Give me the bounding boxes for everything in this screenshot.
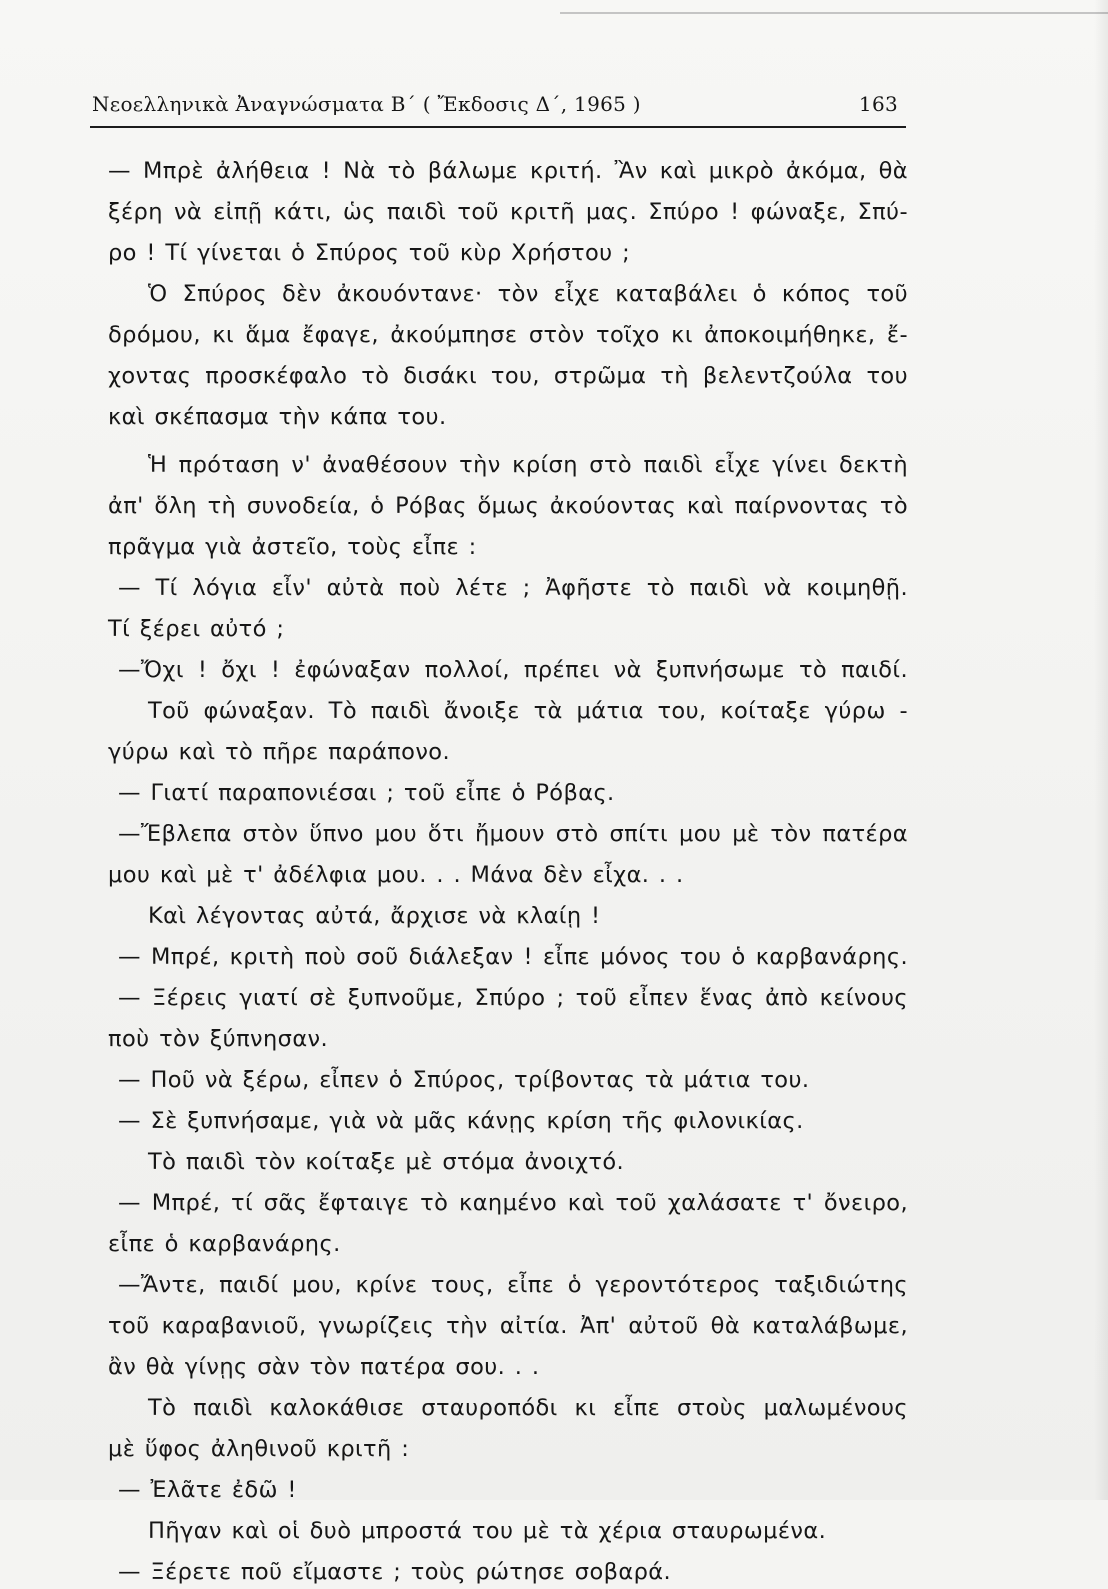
- scan-edge-line: [560, 12, 1108, 14]
- text-line: Τί ξέρει αὐτό ;: [108, 616, 285, 642]
- text-line: Τοῦ φώναξαν. Τὸ παιδὶ ἄνοιξε τὰ μάτια του, κοίταξε γύρω -: [148, 698, 908, 724]
- text-line: δρόμου, κι ἅμα ἔφαγε, ἀκούμπησε στὸν τοῖχο κι ἀποκοιμήθηκε, ἔ-: [108, 322, 908, 348]
- running-head: [92, 92, 904, 126]
- text-line: —Ὄχι ! ὄχι ! ἐφώναξαν πολλοί, πρέπει νὰ ξυπνήσωμε τὸ παιδί.: [118, 657, 908, 683]
- text-line: μου καὶ μὲ τ' ἀδέλφια μου. . . Μάνα δὲν εἶχα. . .: [108, 862, 684, 888]
- text-line: —Ἔβλεπα στὸν ὕπνο μου ὅτι ἤμουν στὸ σπίτι μου μὲ τὸν πατέρα: [118, 821, 908, 847]
- text-line: ἀπ' ὅλη τὴ συνοδεία, ὁ Ρόβας ὅμως ἀκούοντας καὶ παίρνοντας τὸ: [108, 493, 908, 519]
- text-line: ἂν θὰ γίνῃς σὰν τὸν πατέρα σου. . .: [108, 1354, 540, 1380]
- text-line: πρᾶγμα γιὰ ἀστεῖο, τοὺς εἶπε :: [108, 534, 477, 560]
- text-line: καὶ σκέπασμα τὴν κάπα του.: [108, 404, 447, 430]
- text-line: Ὁ Σπύρος δὲν ἀκουόντανε· τὸν εἶχε καταβάλει ὁ κόπος τοῦ: [148, 281, 908, 307]
- header-rule: [90, 126, 906, 128]
- text-line: τοῦ καραβανιοῦ, γνωρίζεις τὴν αἰτία. Ἀπ' αὐτοῦ θὰ καταλάβωμε,: [108, 1313, 908, 1339]
- text-line: — Ποῦ νὰ ξέρω, εἶπεν ὁ Σπύρος, τρίβοντας τὰ μάτια του.: [118, 1067, 810, 1093]
- running-head-title: Νεοελληνικὰ Ἀναγνώσματα Β΄ ( Ἔκδοσις Δ΄, 1965 ): [92, 92, 641, 116]
- text-line: — Ξέρετε ποῦ εἴμαστε ; τοὺς ρώτησε σοβαρά.: [118, 1559, 672, 1585]
- text-line: Ἡ πρόταση ν' ἀναθέσουν τὴν κρίση στὸ παιδὶ εἶχε γίνει δεκτὴ: [148, 452, 908, 478]
- text-line: — Ἐλᾶτε ἐδῶ !: [118, 1477, 297, 1503]
- text-line: ποὺ τὸν ξύπνησαν.: [108, 1026, 329, 1052]
- text-line: — Μπρὲ ἀλήθεια ! Νὰ τὸ βάλωμε κριτή. Ἂν καὶ μικρὸ ἀκόμα, θὰ: [108, 158, 908, 184]
- text-line: γύρω καὶ τὸ πῆρε παράπονο.: [108, 739, 451, 765]
- text-line: ρο ! Τί γίνεται ὁ Σπύρος τοῦ κὺρ Χρήστου ;: [108, 240, 631, 266]
- text-line: μὲ ὕφος ἀληθινοῦ κριτῆ :: [108, 1436, 410, 1462]
- text-line: — Μπρέ, τί σᾶς ἔφταιγε τὸ καημένο καὶ τοῦ χαλάσατε τ' ὄνειρο,: [118, 1190, 908, 1216]
- text-line: — Γιατί παραπονιέσαι ; τοῦ εἶπε ὁ Ρόβας.: [118, 780, 615, 806]
- text-line: — Σὲ ξυπνήσαμε, γιὰ νὰ μᾶς κάνῃς κρίση τῆς φιλονικίας.: [118, 1108, 804, 1134]
- text-line: εἶπε ὁ καρβανάρης.: [108, 1231, 341, 1257]
- page-number: 163: [858, 92, 898, 116]
- text-line: — Τί λόγια εἶν' αὐτὰ ποὺ λέτε ; Ἀφῆστε τὸ παιδὶ νὰ κοιμηθῇ.: [118, 575, 908, 601]
- text-line: — Μπρέ, κριτὴ ποὺ σοῦ διάλεξαν ! εἶπε μόνος του ὁ καρβανάρης.: [118, 944, 908, 970]
- text-line: χοντας προσκέφαλο τὸ δισάκι του, στρῶμα τὴ βελεντζούλα του: [108, 363, 908, 389]
- text-line: —Ἄντε, παιδί μου, κρίνε τους, εἶπε ὁ γεροντότερος ταξιδιώτης: [118, 1272, 908, 1298]
- text-line: Τὸ παιδὶ τὸν κοίταξε μὲ στόμα ἀνοιχτό.: [148, 1149, 625, 1175]
- text-line: — Ξέρεις γιατί σὲ ξυπνοῦμε, Σπύρο ; τοῦ εἶπεν ἕνας ἀπὸ κείνους: [118, 985, 908, 1011]
- text-line: Πῆγαν καὶ οἱ δυὸ μπροστά του μὲ τὰ χέρια σταυρωμένα.: [148, 1518, 827, 1544]
- page-shadow: [1094, 0, 1108, 1500]
- text-line: Καὶ λέγοντας αὐτά, ἄρχισε νὰ κλαίῃ !: [148, 903, 601, 929]
- text-line: ξέρη νὰ εἰπῇ κάτι, ὡς παιδὶ τοῦ κριτῆ μας. Σπύρο ! φώναξε, Σπύ-: [108, 199, 908, 225]
- text-line: Τὸ παιδὶ καλοκάθισε σταυροπόδι κι εἶπε στοὺς μαλωμένους: [148, 1395, 908, 1421]
